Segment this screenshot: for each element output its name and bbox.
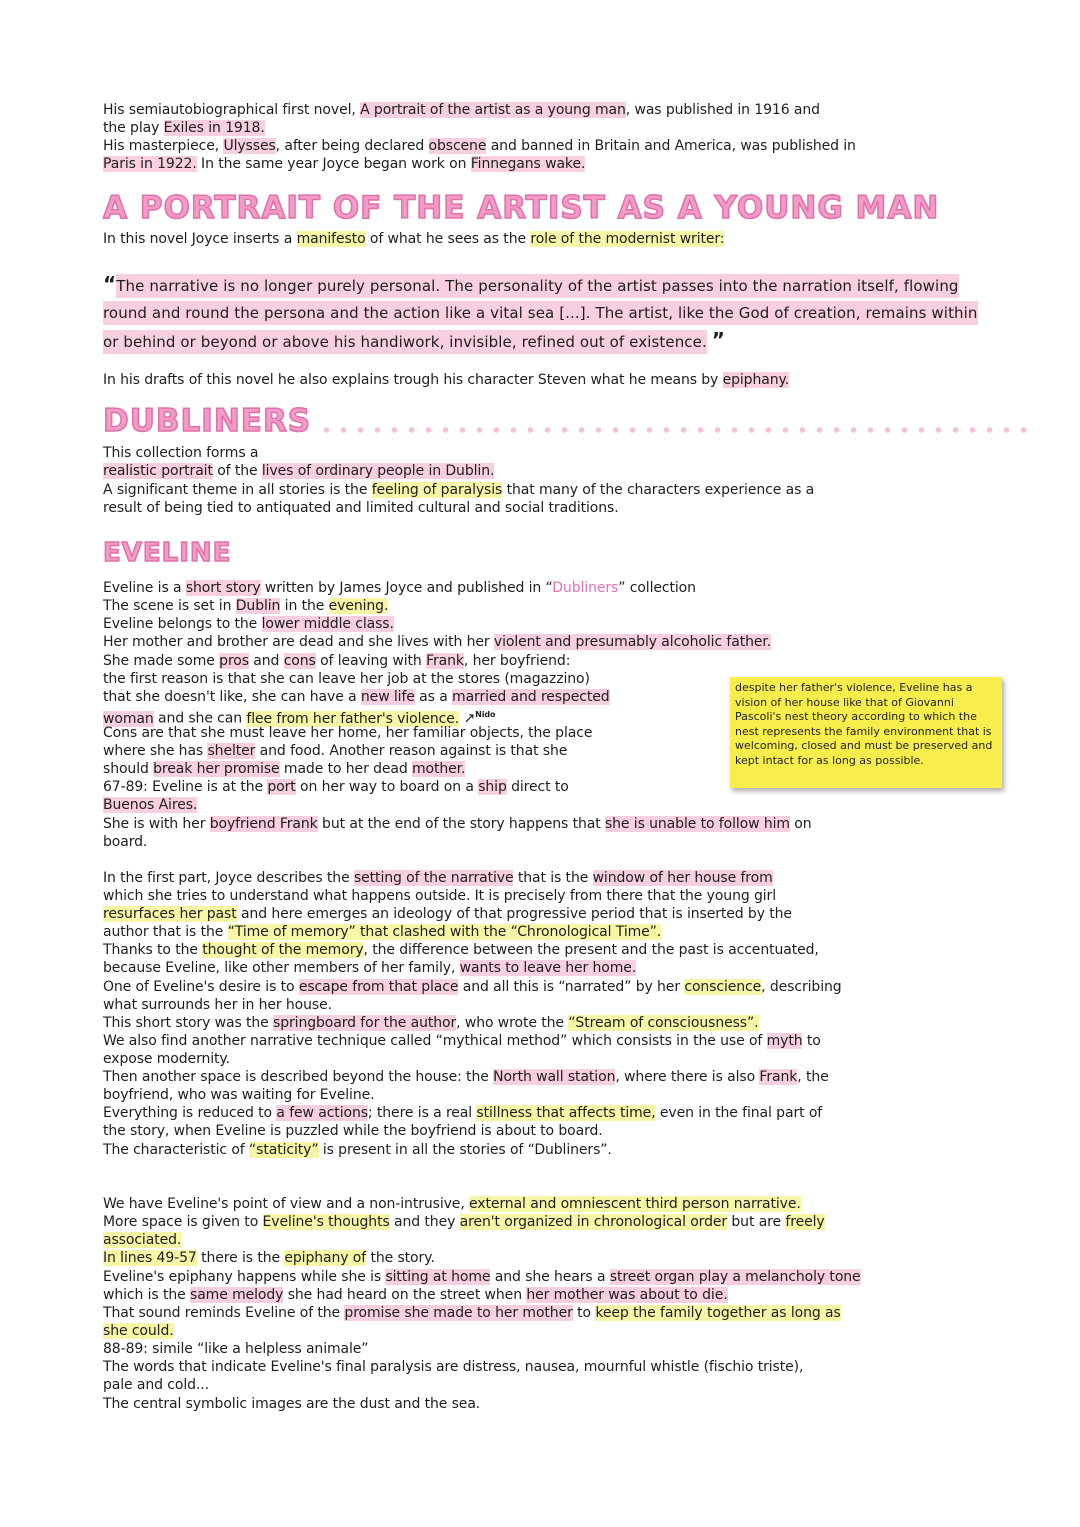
narrative-line-12: The central symbolic images are the dust and the sea. <box>103 1396 481 1412</box>
portrait-line-2: In his drafts of this novel he also explains trough his character Steven what he means by epiphany. <box>103 372 790 388</box>
narrative-line-10: The words that indicate Eveline's final paralysis are distress, nausea, mournful whistle (fischio triste), <box>103 1359 804 1375</box>
dubliners-line-3: A significant theme in all stories is the feeling of paralysis that many of the characters experience as a <box>103 482 815 498</box>
narrative-line-9: 88-89: simile “like a helpless animale” <box>103 1341 369 1357</box>
eveline-line-5: She made some pros and cons of leaving with Frank, her boyfriend: <box>103 653 571 669</box>
eveline-line-6: the first reason is that she can leave her job at the stores (magazzino) <box>103 671 590 687</box>
narrative-line-8: she could. <box>103 1323 174 1339</box>
eveline-line-10: where she has shelter and food. Another reason against is that she <box>103 743 568 759</box>
portrait-quote: “The narrative is no longer purely personal. The personality of the artist passes into the narration itself, flowing round and round the persona and the action like a vital sea [...]. The artist, like the God of creation, remains within or behind or beyond or above his handiwork, invisible, refined out of existence. ” <box>103 272 978 352</box>
analysis-line-8: what surrounds her in her house. <box>103 997 332 1013</box>
analysis-line-12: Then another space is described beyond the house: the North wall station, where there is also Frank, the <box>103 1069 829 1085</box>
eveline-line-3: Eveline belongs to the lower middle class. <box>103 616 394 632</box>
eveline-line-14: She is with her boyfriend Frank but at the end of the story happens that she is unable to follow him on <box>103 816 812 832</box>
analysis-line-3: resurfaces her past and here emerges an ideology of that progressive period that is inserted by the <box>103 906 792 922</box>
analysis-line-15: the story, when Eveline is puzzled while the boyfriend is about to board. <box>103 1123 603 1139</box>
analysis-line-2: which she tries to understand what happens outside. It is precisely from there that the young girl <box>103 888 776 904</box>
analysis-line-14: Everything is reduced to a few actions; there is a real stillness that affects time, even in the final part of <box>103 1105 823 1121</box>
eveline-line-9: Cons are that she must leave her home, her familiar objects, the place <box>103 725 593 741</box>
dubliners-heading: DUBLINERS <box>103 403 312 439</box>
eveline-line-2: The scene is set in Dublin in the evening. <box>103 598 389 614</box>
analysis-line-13: boyfriend, who was waiting for Eveline. <box>103 1087 375 1103</box>
narrative-line-6: which is the same melody she had heard on the street when her mother was about to die. <box>103 1287 728 1303</box>
narrative-line-1: We have Eveline's point of view and a non-intrusive, external and omniescent third person narrative. <box>103 1196 801 1212</box>
intro-line-2: the play Exiles in 1918. <box>103 120 265 136</box>
dotted-divider <box>318 426 1030 434</box>
portrait-heading: A PORTRAIT OF THE ARTIST AS A YOUNG MAN <box>103 190 940 226</box>
eveline-line-1: Eveline is a short story written by James Joyce and published in “Dubliners” collection <box>103 580 696 596</box>
eveline-heading: EVELINE <box>103 538 232 568</box>
analysis-line-1: In the first part, Joyce describes the setting of the narrative that is the window of her house from <box>103 870 773 886</box>
analysis-line-4: author that is the “Time of memory” that clashed with the “Chronological Time”. <box>103 924 662 940</box>
eveline-line-8: woman and she can flee from her father's violence. ↗$^{Nido}$ <box>103 710 496 727</box>
narrative-line-7: That sound reminds Eveline of the promise she made to her mother to keep the family together as long as <box>103 1305 841 1321</box>
dubliners-line-2: realistic portrait of the lives of ordinary people in Dublin. <box>103 463 495 479</box>
eveline-line-13: Buenos Aires. <box>103 797 198 813</box>
eveline-line-4: Her mother and brother are dead and she lives with her violent and presumably alcoholic father. <box>103 634 772 650</box>
narrative-line-2: More space is given to Eveline's thoughts and they aren't organized in chronological order but are freely <box>103 1214 825 1230</box>
intro-line-1: His semiautobiographical first novel, A portrait of the artist as a young man, was published in 1916 and <box>103 102 820 118</box>
analysis-line-7: One of Eveline's desire is to escape from that place and all this is “narrated” by her conscience, describing <box>103 979 842 995</box>
narrative-line-11: pale and cold... <box>103 1377 209 1393</box>
analysis-line-6: because Eveline, like other members of her family, wants to leave her home. <box>103 960 637 976</box>
intro-line-3: His masterpiece, Ulysses, after being declared obscene and banned in Britain and America, was published in <box>103 138 856 154</box>
eveline-line-11: should break her promise made to her dead mother. <box>103 761 466 777</box>
analysis-line-5: Thanks to the thought of the memory, the difference between the present and the past is accentuated, <box>103 942 819 958</box>
narrative-line-5: Eveline's epiphany happens while she is sitting at home and she hears a street organ play a melancholy tone <box>103 1269 861 1285</box>
analysis-line-11: expose modernity. <box>103 1051 230 1067</box>
narrative-line-4: In lines 49-57 there is the epiphany of the story. <box>103 1250 435 1266</box>
analysis-line-9: This short story was the springboard for the author, who wrote the “Stream of consciousness”. <box>103 1015 759 1031</box>
narrative-line-3: associated. <box>103 1232 182 1248</box>
portrait-line-1: In this novel Joyce inserts a manifesto of what he sees as the role of the modernist writer: <box>103 231 725 247</box>
eveline-line-15: board. <box>103 834 148 850</box>
eveline-line-7: that she doesn't like, she can have a new life as a married and respected <box>103 689 610 705</box>
intro-line-4: Paris in 1922. In the same year Joyce began work on Finnegans wake. <box>103 156 586 172</box>
dubliners-line-1: This collection forms a <box>103 445 259 461</box>
analysis-line-10: We also find another narrative technique called “mythical method” which consists in the use of myth to <box>103 1033 821 1049</box>
dubliners-line-4: result of being tied to antiquated and limited cultural and social traditions. <box>103 500 619 516</box>
analysis-line-16: The characteristic of “staticity” is present in all the stories of “Dubliners”. <box>103 1142 612 1158</box>
sticky-note: despite her father's violence, Eveline has a vision of her house like that of Giovanni Pascoli's nest theory according to which the nest represents the family environment that is welcoming, closed and must be preserved and kept intact for as long as possible. <box>730 677 1002 788</box>
eveline-line-12: 67-89: Eveline is at the port on her way to board on a ship direct to <box>103 779 569 795</box>
